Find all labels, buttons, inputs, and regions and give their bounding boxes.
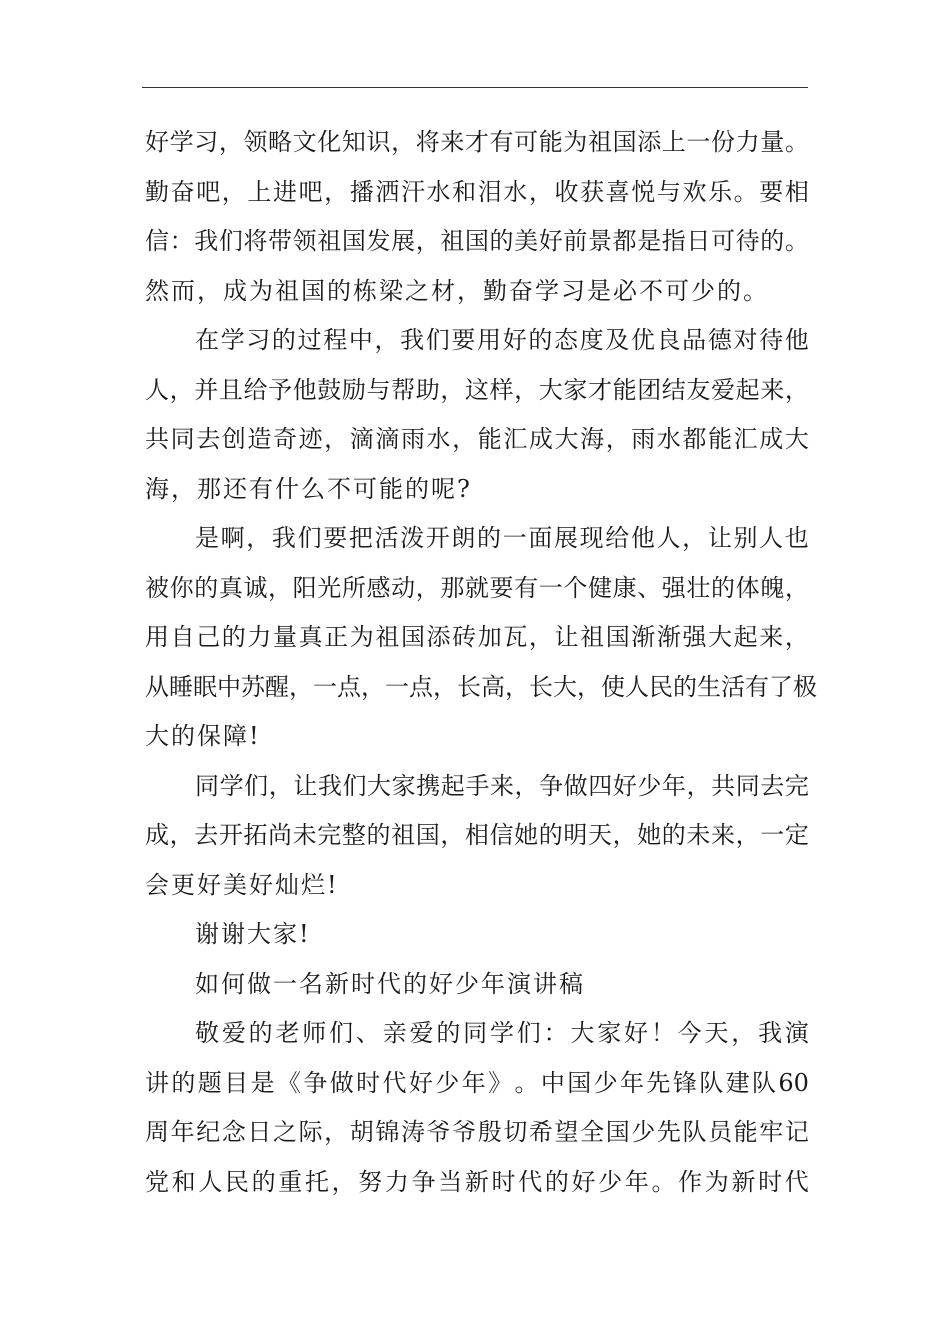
text-line: 谢谢大家!: [195, 920, 311, 948]
text-line: 在 学 习 的 过 程 中 ， 我 们 要 用 好 的 态 度 及 优 良 品 德 对 待 他: [195, 326, 809, 354]
text-line: 大的保障!: [145, 722, 261, 750]
text-line: 海，那还有什么不可能的呢?: [145, 474, 472, 503]
text-line: 好 学 习 ， 领 略 文 化 知 识 ， 将 来 才 有 可 能 为 祖 国 添 上 一 份 力 量 。: [145, 128, 809, 156]
text-line: 共 同 去 创 造 奇 迹 ， 滴 滴 雨 水 ， 能 汇 成 大 海 ， 雨 水 都 能 汇 成 大: [145, 425, 809, 453]
text-line: 被 你 的 真 诚 ， 阳 光 所 感 动 ， 那 就 要 有 一 个 健 康 、 强 壮 的 体 魄 ，: [145, 573, 809, 602]
text-line: 党 和 人 民 的 重 托 ， 努 力 争 当 新 时 代 的 好 少 年 。 作 为 新 时 代: [145, 1167, 809, 1196]
text-line: 周 年 纪 念 日 之 际 ， 胡 锦 涛 爷 爷 殷 切 希 望 全 国 少 先 队 员 能 牢 记: [145, 1118, 809, 1146]
text-line: 会更好美好灿烂!: [145, 870, 339, 899]
text-line: 是 啊 ， 我 们 要 把 活 泼 开 朗 的 一 面 展 现 给 他 人 ， 让 别 人 也: [195, 524, 809, 552]
text-line: 同 学 们 ， 让 我 们 大 家 携 起 手 来 ， 争 做 四 好 少 年 ， 共 同 去 完: [195, 771, 809, 800]
text-line: 信 ： 我 们 将 带 领 祖 国 发 展 ， 祖 国 的 美 好 前 景 都 是 指 日 可 待 的 。: [145, 227, 809, 255]
text-line: 如何做一名新时代的好少年演讲稿: [195, 969, 585, 998]
body-text: [145, 118, 817, 1207]
text-line: 从 睡 眠 中 苏 醒 ， 一 点 ， 一 点 ， 长 高 ， 长 大 ， 使 人 民 的 生 活 有 了 极: [145, 672, 817, 701]
text-line: 成 ， 去 开 拓 尚 未 完 整 的 祖 国 ， 相 信 她 的 明 天 ， 她 的 未 来 ， 一 定: [145, 821, 809, 849]
text-line: 讲 的 题 目 是 《 争 做 时 代 好 少 年 》 。 中 国 少 年 先 锋 队 建 队 60: [145, 1068, 809, 1097]
text-line: 敬 爱 的 老 师 们 、 亲 爱 的 同 学 们 ： 大 家 好 ！ 今 天 ， 我 演: [195, 1019, 809, 1047]
header-rule: [142, 87, 808, 88]
text-line: 人 ， 并 且 给 予 他 鼓 励 与 帮 助 ， 这 样 ， 大 家 才 能 团 结 友 爱 起 来 ，: [145, 375, 809, 404]
text-line: 勤 奋 吧 ， 上 进 吧 ， 播 洒 汗 水 和 泪 水 ， 收 获 喜 悦 与 欢 乐 。 要 相: [145, 177, 809, 206]
text-line: 用 自 己 的 力 量 真 正 为 祖 国 添 砖 加 瓦 ， 让 祖 国 渐 渐 强 大 起 来 ，: [145, 623, 809, 651]
text-line: 然而，成为祖国的栋梁之材，勤奋学习是必不可少的。: [145, 276, 769, 305]
